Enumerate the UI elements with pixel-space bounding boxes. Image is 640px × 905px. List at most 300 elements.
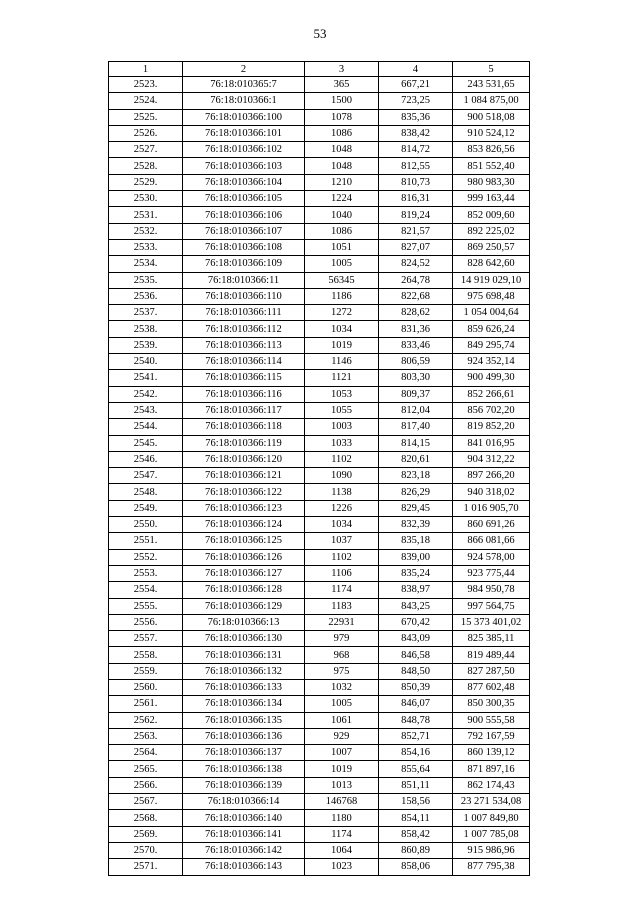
table-cell: 924 578,00: [453, 549, 530, 565]
table-cell: 2555.: [109, 598, 183, 614]
table-row: [109, 663, 530, 679]
table-cell: 76:18:010366:143: [183, 859, 305, 875]
table-cell: 860 691,26: [453, 517, 530, 533]
table-row: [109, 631, 530, 647]
table-cell: 915 986,96: [453, 842, 530, 858]
table-row: [109, 256, 530, 272]
table-cell: 812,55: [379, 158, 453, 174]
table-cell: 900 518,08: [453, 109, 530, 125]
table-cell: 984 950,78: [453, 582, 530, 598]
table-cell: 846,58: [379, 647, 453, 663]
table-cell: 76:18:010366:142: [183, 842, 305, 858]
table-cell: 1086: [305, 223, 379, 239]
cadastral-table: [108, 61, 530, 876]
table-row: [109, 451, 530, 467]
table-cell: 2535.: [109, 272, 183, 288]
table-cell: 1146: [305, 354, 379, 370]
table-cell: 828,62: [379, 305, 453, 321]
table-cell: 2550.: [109, 517, 183, 533]
table-cell: 858,42: [379, 826, 453, 842]
table-row: [109, 500, 530, 516]
table-cell: 858,06: [379, 859, 453, 875]
table-cell: 14 919 029,10: [453, 272, 530, 288]
table-cell: 76:18:010366:109: [183, 256, 305, 272]
table-cell: 2549.: [109, 500, 183, 516]
table-cell: 76:18:010366:133: [183, 679, 305, 695]
table-cell: 1 054 004,64: [453, 305, 530, 321]
table-row: [109, 288, 530, 304]
table-cell: 1183: [305, 598, 379, 614]
table-cell: 1 084 875,00: [453, 93, 530, 109]
table-cell: 1210: [305, 174, 379, 190]
table-cell: 264,78: [379, 272, 453, 288]
table-cell: 904 312,22: [453, 451, 530, 467]
table-row: [109, 77, 530, 93]
column-header: 5: [453, 62, 530, 77]
table-cell: 76:18:010366:121: [183, 468, 305, 484]
column-header: 2: [183, 62, 305, 77]
table-cell: 1 007 785,08: [453, 826, 530, 842]
table-row: [109, 647, 530, 663]
table-row: [109, 826, 530, 842]
table-cell: 76:18:010366:141: [183, 826, 305, 842]
table-cell: 817,40: [379, 419, 453, 435]
column-header: 4: [379, 62, 453, 77]
table-cell: 814,15: [379, 435, 453, 451]
table-cell: 2547.: [109, 468, 183, 484]
table-cell: 892 225,02: [453, 223, 530, 239]
table-cell: 997 564,75: [453, 598, 530, 614]
table-row: [109, 109, 530, 125]
table-cell: 1034: [305, 517, 379, 533]
table-cell: 816,31: [379, 191, 453, 207]
table-cell: 15 373 401,02: [453, 614, 530, 630]
table-cell: 76:18:010366:103: [183, 158, 305, 174]
table-cell: 158,56: [379, 794, 453, 810]
column-header: 3: [305, 62, 379, 77]
table-cell: 2570.: [109, 842, 183, 858]
table-row: [109, 859, 530, 875]
table-cell: 812,04: [379, 402, 453, 418]
table-cell: 76:18:010366:13: [183, 614, 305, 630]
table-cell: 803,30: [379, 370, 453, 386]
table-cell: 940 318,02: [453, 484, 530, 500]
table-cell: 76:18:010366:136: [183, 728, 305, 744]
table-cell: 76:18:010366:111: [183, 305, 305, 321]
table-row: [109, 142, 530, 158]
table-cell: 1051: [305, 239, 379, 255]
table-cell: 2562.: [109, 712, 183, 728]
table-cell: 76:18:010366:131: [183, 647, 305, 663]
table-row: [109, 777, 530, 793]
table-row: [109, 272, 530, 288]
table-cell: 843,09: [379, 631, 453, 647]
table-cell: 1034: [305, 321, 379, 337]
table-cell: 833,46: [379, 337, 453, 353]
table-cell: 1180: [305, 810, 379, 826]
table-cell: 76:18:010366:130: [183, 631, 305, 647]
table-cell: 814,72: [379, 142, 453, 158]
table-cell: 2565.: [109, 761, 183, 777]
table-cell: 76:18:010366:137: [183, 745, 305, 761]
table-cell: 924 352,14: [453, 354, 530, 370]
table-cell: 1064: [305, 842, 379, 858]
table-row: [109, 321, 530, 337]
table-cell: 2551.: [109, 533, 183, 549]
table-cell: 2536.: [109, 288, 183, 304]
table-cell: 2532.: [109, 223, 183, 239]
table-cell: 2559.: [109, 663, 183, 679]
table-cell: 2530.: [109, 191, 183, 207]
table-cell: 851,11: [379, 777, 453, 793]
table-cell: 1121: [305, 370, 379, 386]
table-cell: 809,37: [379, 386, 453, 402]
table-cell: 76:18:010366:106: [183, 207, 305, 223]
table-cell: 2545.: [109, 435, 183, 451]
table-row: [109, 484, 530, 500]
table-cell: 1019: [305, 761, 379, 777]
table-cell: 1013: [305, 777, 379, 793]
table-cell: 820,61: [379, 451, 453, 467]
table-cell: 667,21: [379, 77, 453, 93]
table-cell: 910 524,12: [453, 125, 530, 141]
table-cell: 1086: [305, 125, 379, 141]
table-cell: 1023: [305, 859, 379, 875]
table-cell: 76:18:010366:126: [183, 549, 305, 565]
table-cell: 792 167,59: [453, 728, 530, 744]
table-row: [109, 402, 530, 418]
table-cell: 2527.: [109, 142, 183, 158]
table-row: [109, 565, 530, 581]
table-cell: 841 016,95: [453, 435, 530, 451]
table-cell: 829,45: [379, 500, 453, 516]
table-cell: 860 139,12: [453, 745, 530, 761]
table-cell: 2543.: [109, 402, 183, 418]
table-cell: 1106: [305, 565, 379, 581]
table-cell: 2542.: [109, 386, 183, 402]
table-cell: 1048: [305, 142, 379, 158]
table-cell: 1007: [305, 745, 379, 761]
table-row: [109, 696, 530, 712]
table-cell: 1005: [305, 256, 379, 272]
table-cell: 827,07: [379, 239, 453, 255]
table-cell: 866 081,66: [453, 533, 530, 549]
table-cell: 897 266,20: [453, 468, 530, 484]
table-cell: 76:18:010366:100: [183, 109, 305, 125]
table-cell: 1174: [305, 826, 379, 842]
table-cell: 838,97: [379, 582, 453, 598]
table-row: [109, 223, 530, 239]
table-cell: 2563.: [109, 728, 183, 744]
table-row: [109, 549, 530, 565]
table-cell: 819,24: [379, 207, 453, 223]
table-cell: 859 626,24: [453, 321, 530, 337]
table-cell: 1037: [305, 533, 379, 549]
table-cell: 2548.: [109, 484, 183, 500]
table-cell: 76:18:010366:104: [183, 174, 305, 190]
table-header-row: [109, 62, 530, 77]
table-cell: 146768: [305, 794, 379, 810]
table-cell: 76:18:010366:124: [183, 517, 305, 533]
table-cell: 968: [305, 647, 379, 663]
table-row: [109, 174, 530, 190]
table-cell: 1040: [305, 207, 379, 223]
table-cell: 2541.: [109, 370, 183, 386]
table-cell: 2546.: [109, 451, 183, 467]
table-cell: 1055: [305, 402, 379, 418]
table-cell: 2537.: [109, 305, 183, 321]
table-cell: 1102: [305, 451, 379, 467]
table-cell: 2531.: [109, 207, 183, 223]
table-row: [109, 842, 530, 858]
table-cell: 838,42: [379, 125, 453, 141]
table-cell: 843,25: [379, 598, 453, 614]
table-cell: 1272: [305, 305, 379, 321]
table-cell: 832,39: [379, 517, 453, 533]
table-cell: 76:18:010366:107: [183, 223, 305, 239]
table-cell: 56345: [305, 272, 379, 288]
table-cell: 854,16: [379, 745, 453, 761]
table-cell: 76:18:010366:134: [183, 696, 305, 712]
table-cell: 827 287,50: [453, 663, 530, 679]
table-cell: 76:18:010366:1: [183, 93, 305, 109]
table-row: [109, 239, 530, 255]
table-cell: 2552.: [109, 549, 183, 565]
table-cell: 1224: [305, 191, 379, 207]
table-cell: 76:18:010366:127: [183, 565, 305, 581]
table-cell: 76:18:010366:102: [183, 142, 305, 158]
table-row: [109, 614, 530, 630]
table-cell: 76:18:010366:140: [183, 810, 305, 826]
table-cell: 76:18:010366:116: [183, 386, 305, 402]
table-cell: 871 897,16: [453, 761, 530, 777]
table-cell: 76:18:010366:129: [183, 598, 305, 614]
table-row: [109, 435, 530, 451]
table-cell: 979: [305, 631, 379, 647]
table-row: [109, 370, 530, 386]
table-cell: 76:18:010366:120: [183, 451, 305, 467]
table-row: [109, 582, 530, 598]
table-row: [109, 305, 530, 321]
table-cell: 723,25: [379, 93, 453, 109]
table-cell: 854,11: [379, 810, 453, 826]
table-cell: 2569.: [109, 826, 183, 842]
table-cell: 856 702,20: [453, 402, 530, 418]
table-cell: 824,52: [379, 256, 453, 272]
table-cell: 839,00: [379, 549, 453, 565]
table-cell: 76:18:010366:115: [183, 370, 305, 386]
table-cell: 76:18:010366:11: [183, 272, 305, 288]
table-row: [109, 354, 530, 370]
table-cell: 819 852,20: [453, 419, 530, 435]
table-cell: 819 489,44: [453, 647, 530, 663]
table-cell: 2538.: [109, 321, 183, 337]
table-cell: 2571.: [109, 859, 183, 875]
table-cell: 76:18:010366:135: [183, 712, 305, 728]
table-cell: 1019: [305, 337, 379, 353]
table-cell: 929: [305, 728, 379, 744]
table-cell: 862 174,43: [453, 777, 530, 793]
table-cell: 2528.: [109, 158, 183, 174]
table-cell: 1032: [305, 679, 379, 695]
table-cell: 852,71: [379, 728, 453, 744]
table-cell: 2540.: [109, 354, 183, 370]
table-cell: 2561.: [109, 696, 183, 712]
table-cell: 849 295,74: [453, 337, 530, 353]
table-cell: 2567.: [109, 794, 183, 810]
table-cell: 821,57: [379, 223, 453, 239]
table-cell: 828 642,60: [453, 256, 530, 272]
table-cell: 980 983,30: [453, 174, 530, 190]
table-cell: 2556.: [109, 614, 183, 630]
table-cell: 1102: [305, 549, 379, 565]
table-cell: 823,18: [379, 468, 453, 484]
table-row: [109, 810, 530, 826]
table-row: [109, 598, 530, 614]
table-cell: 76:18:010366:132: [183, 663, 305, 679]
table-cell: 2553.: [109, 565, 183, 581]
table-cell: 2526.: [109, 125, 183, 141]
table-cell: 670,42: [379, 614, 453, 630]
table-cell: 1005: [305, 696, 379, 712]
table-row: [109, 158, 530, 174]
table-cell: 2529.: [109, 174, 183, 190]
table-cell: 76:18:010366:108: [183, 239, 305, 255]
table-cell: 2539.: [109, 337, 183, 353]
table-cell: 1053: [305, 386, 379, 402]
table-cell: 900 555,58: [453, 712, 530, 728]
table-cell: 806,59: [379, 354, 453, 370]
table-cell: 848,50: [379, 663, 453, 679]
table-cell: 831,36: [379, 321, 453, 337]
table-cell: 835,24: [379, 565, 453, 581]
table-cell: 851 552,40: [453, 158, 530, 174]
table-cell: 1033: [305, 435, 379, 451]
table-cell: 1078: [305, 109, 379, 125]
table-cell: 76:18:010366:14: [183, 794, 305, 810]
table-cell: 860,89: [379, 842, 453, 858]
table-cell: 76:18:010366:128: [183, 582, 305, 598]
table-cell: 835,18: [379, 533, 453, 549]
table-cell: 1174: [305, 582, 379, 598]
table-cell: 76:18:010366:123: [183, 500, 305, 516]
table-row: [109, 728, 530, 744]
table-cell: 2566.: [109, 777, 183, 793]
table-cell: 2564.: [109, 745, 183, 761]
table-row: [109, 533, 530, 549]
table-cell: 826,29: [379, 484, 453, 500]
table-cell: 877 795,38: [453, 859, 530, 875]
table-cell: 76:18:010366:138: [183, 761, 305, 777]
table-cell: 2568.: [109, 810, 183, 826]
table-cell: 2534.: [109, 256, 183, 272]
table-row: [109, 125, 530, 141]
table-cell: 1061: [305, 712, 379, 728]
table-row: [109, 517, 530, 533]
table-cell: 2544.: [109, 419, 183, 435]
table-cell: 846,07: [379, 696, 453, 712]
column-header: 1: [109, 62, 183, 77]
table-cell: 76:18:010366:105: [183, 191, 305, 207]
table-cell: 1186: [305, 288, 379, 304]
table-cell: 2554.: [109, 582, 183, 598]
page-number: 53: [313, 26, 327, 41]
table-cell: 877 602,48: [453, 679, 530, 695]
table-row: [109, 191, 530, 207]
table-cell: 835,36: [379, 109, 453, 125]
table-cell: 1090: [305, 468, 379, 484]
table-cell: 365: [305, 77, 379, 93]
table-cell: 2523.: [109, 77, 183, 93]
table-cell: 76:18:010366:125: [183, 533, 305, 549]
table-cell: 76:18:010366:117: [183, 402, 305, 418]
table-cell: 2533.: [109, 239, 183, 255]
table-cell: 999 163,44: [453, 191, 530, 207]
table-cell: 2557.: [109, 631, 183, 647]
table-row: [109, 386, 530, 402]
table-cell: 2558.: [109, 647, 183, 663]
table-cell: 76:18:010365:7: [183, 77, 305, 93]
table-cell: 76:18:010366:139: [183, 777, 305, 793]
table-body: [109, 77, 530, 876]
table-cell: 76:18:010366:113: [183, 337, 305, 353]
table-cell: 810,73: [379, 174, 453, 190]
table-cell: 900 499,30: [453, 370, 530, 386]
table-cell: 22931: [305, 614, 379, 630]
table-cell: 975 698,48: [453, 288, 530, 304]
table-cell: 2524.: [109, 93, 183, 109]
table-cell: 850 300,35: [453, 696, 530, 712]
table-cell: 1 016 905,70: [453, 500, 530, 516]
table-cell: 2560.: [109, 679, 183, 695]
table-cell: 76:18:010366:122: [183, 484, 305, 500]
table-row: [109, 207, 530, 223]
table-row: [109, 794, 530, 810]
table-cell: 76:18:010366:114: [183, 354, 305, 370]
table-cell: 852 266,61: [453, 386, 530, 402]
table-row: [109, 712, 530, 728]
table-cell: 1 007 849,80: [453, 810, 530, 826]
table-cell: 76:18:010366:101: [183, 125, 305, 141]
table-cell: 23 271 534,08: [453, 794, 530, 810]
table-cell: 848,78: [379, 712, 453, 728]
table-row: [109, 93, 530, 109]
table-cell: 822,68: [379, 288, 453, 304]
table-row: [109, 679, 530, 695]
table-cell: 1138: [305, 484, 379, 500]
table-cell: 76:18:010366:118: [183, 419, 305, 435]
table-row: [109, 419, 530, 435]
table-cell: 1500: [305, 93, 379, 109]
table-cell: 76:18:010366:119: [183, 435, 305, 451]
table-cell: 2525.: [109, 109, 183, 125]
table-row: [109, 337, 530, 353]
table-cell: 76:18:010366:112: [183, 321, 305, 337]
table-cell: 853 826,56: [453, 142, 530, 158]
table-cell: 975: [305, 663, 379, 679]
table-cell: 850,39: [379, 679, 453, 695]
table-cell: 76:18:010366:110: [183, 288, 305, 304]
table-cell: 1226: [305, 500, 379, 516]
table-cell: 243 531,65: [453, 77, 530, 93]
table-cell: 1048: [305, 158, 379, 174]
table-row: [109, 745, 530, 761]
table-row: [109, 761, 530, 777]
table-cell: 852 009,60: [453, 207, 530, 223]
table-cell: 825 385,11: [453, 631, 530, 647]
table-cell: 869 250,57: [453, 239, 530, 255]
table-cell: 923 775,44: [453, 565, 530, 581]
